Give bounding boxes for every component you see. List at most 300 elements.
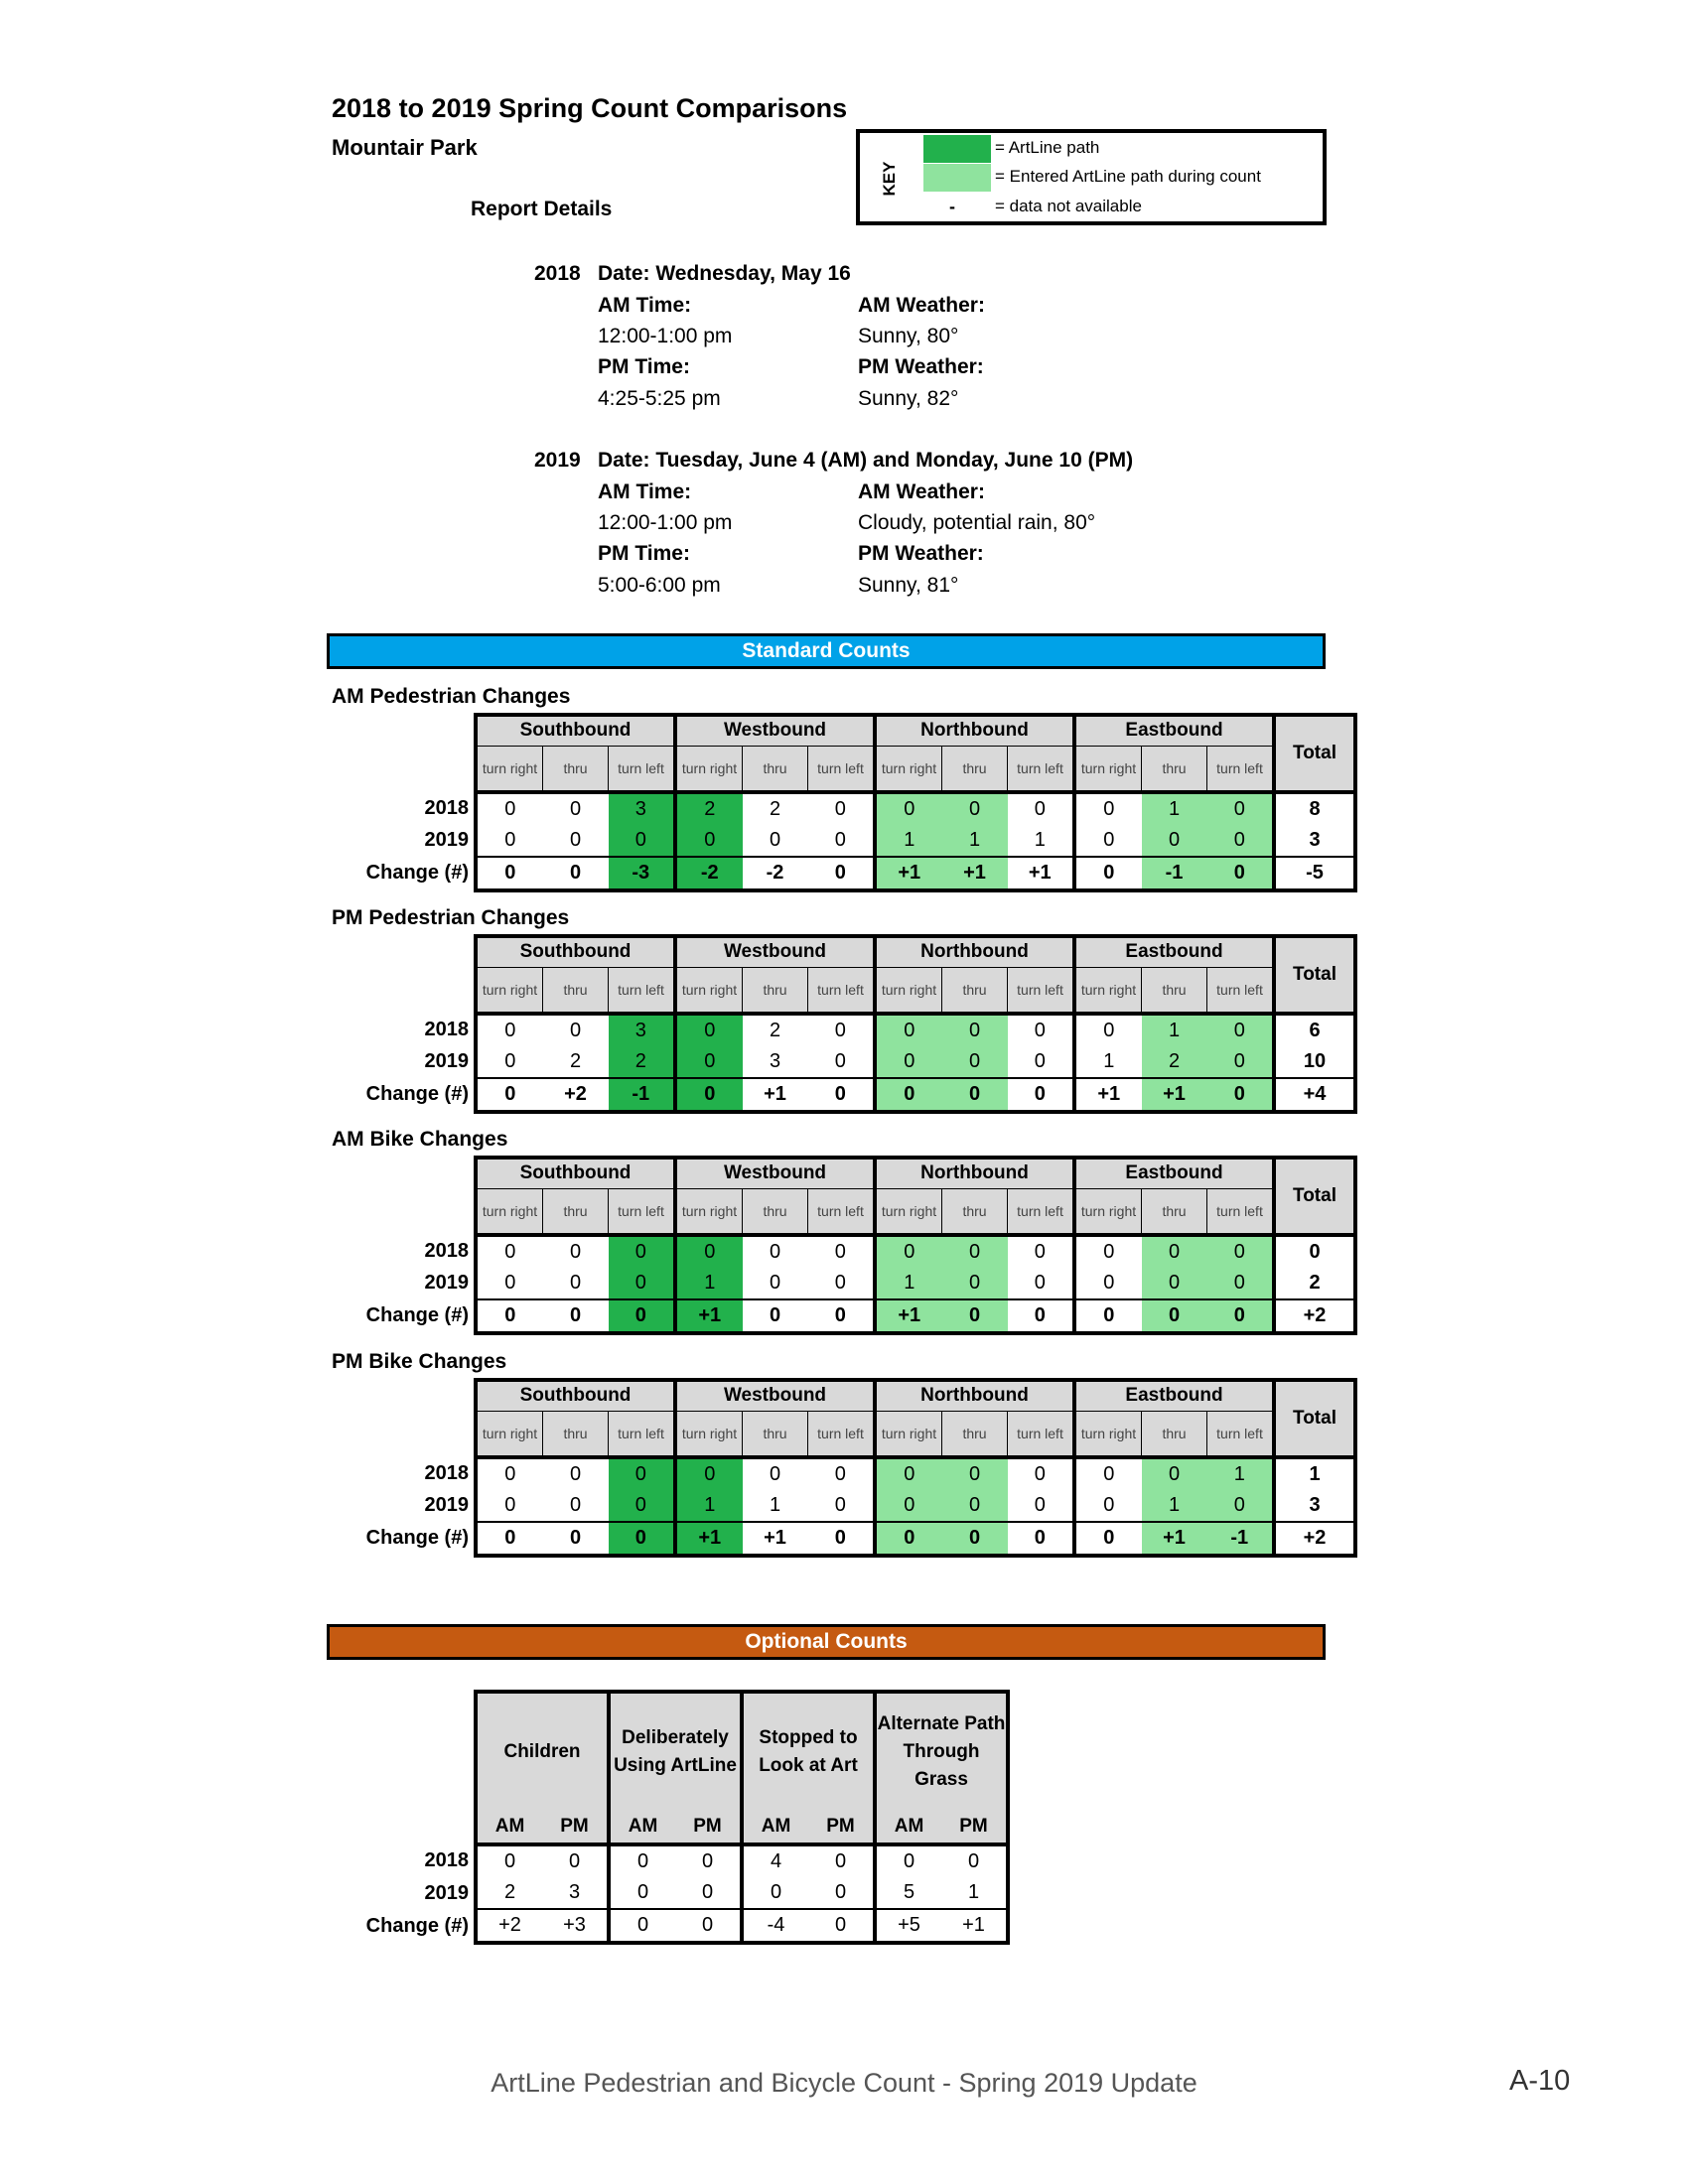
count-cell: 0 — [1074, 1235, 1142, 1268]
count-cell: 0 — [1207, 825, 1275, 857]
count-cell: 0 — [769, 1462, 781, 1485]
cell: 0 — [834, 1850, 847, 1872]
table-row — [346, 1457, 1355, 1490]
optional-header: Children — [476, 1692, 609, 1811]
pm-header: PM — [808, 1811, 875, 1844]
table-row — [346, 1909, 1008, 1943]
count-cell: +1 — [1142, 1522, 1207, 1556]
count-cell: 0 — [543, 1299, 609, 1333]
movement-header: thru — [743, 1411, 808, 1457]
count-cell: 0 — [1008, 1299, 1075, 1333]
count-cell: 0 — [834, 1271, 846, 1294]
count-cell: 0 — [875, 1457, 942, 1490]
count-cell: 0 — [1207, 1268, 1275, 1299]
total-header: Total — [1274, 936, 1355, 1014]
year-2018: 2018 — [534, 262, 581, 285]
row-label: Change (#) — [365, 1304, 469, 1326]
blank-cell — [346, 1811, 476, 1844]
pm-weather-2019: Sunny, 81° — [858, 574, 959, 597]
movement-header: turn right — [476, 746, 543, 792]
total-cell: 2 — [1274, 1268, 1355, 1299]
count-cell: 0 — [942, 1046, 1008, 1078]
count-cell: 0 — [1034, 1493, 1046, 1516]
cell: 0 — [742, 1877, 808, 1909]
count-cell: -1 — [609, 1078, 676, 1112]
row-label: Change (#) — [365, 1083, 469, 1105]
blank-cell — [346, 715, 476, 746]
count-cell: 0 — [1142, 1268, 1207, 1299]
count-cell: 0 — [1207, 1235, 1275, 1268]
table-row — [346, 1268, 1355, 1299]
direction-header: Eastbound — [1074, 1380, 1274, 1411]
count-cell: 0 — [543, 1522, 609, 1556]
count-cell: 0 — [569, 1271, 582, 1294]
count-cell: 0 — [1207, 1299, 1275, 1333]
count-cell: 1 — [675, 1268, 743, 1299]
count-cell: 2 — [569, 1049, 582, 1072]
direction-header: Southbound — [476, 715, 675, 746]
count-cell: 0 — [875, 1014, 942, 1046]
count-cell: +1 — [875, 1299, 942, 1333]
count-table-am-bike — [346, 1156, 1357, 1335]
count-cell: 1 — [1034, 828, 1046, 851]
count-cell: 0 — [609, 1235, 676, 1268]
count-cell: 3 — [769, 1049, 781, 1072]
movement-header: turn right — [675, 967, 743, 1014]
count-cell: 0 — [1074, 1522, 1142, 1556]
count-cell: 0 — [1074, 1299, 1142, 1333]
total-cell: -5 — [1274, 857, 1355, 890]
movement-header: thru — [1142, 1188, 1207, 1235]
count-cell: 0 — [808, 1299, 876, 1333]
year-2019: 2019 — [534, 449, 581, 472]
table-row — [346, 1078, 1355, 1112]
cell: -4 — [742, 1909, 808, 1943]
am-weather-label-2019: AM Weather: — [858, 480, 985, 503]
count-cell: +1 — [743, 1522, 808, 1556]
table-row — [346, 1014, 1355, 1046]
movement-header: turn left — [1008, 1188, 1075, 1235]
count-cell: 0 — [769, 1271, 781, 1294]
movement-header: turn right — [675, 746, 743, 792]
count-cell: 0 — [769, 828, 781, 851]
cell: 0 — [941, 1844, 1008, 1877]
direction-header: Northbound — [875, 1158, 1074, 1188]
movement-header: turn left — [609, 1188, 676, 1235]
movement-header: turn right — [875, 1188, 942, 1235]
count-cell: -1 — [1207, 1522, 1275, 1556]
count-cell: 0 — [1034, 1019, 1046, 1041]
blank-cell — [346, 967, 476, 1014]
count-cell: 0 — [808, 1078, 876, 1112]
count-cell: 0 — [609, 825, 676, 857]
count-cell: 0 — [834, 1019, 846, 1041]
movement-header: turn left — [808, 746, 876, 792]
section-title: AM Pedestrian Changes — [332, 685, 571, 708]
table-row — [346, 1844, 1008, 1877]
direction-header: Eastbound — [1074, 715, 1274, 746]
date-2018: Date: Wednesday, May 16 — [598, 262, 851, 285]
count-cell: 0 — [1074, 1014, 1142, 1046]
count-cell: 0 — [543, 857, 609, 890]
am-header: AM — [476, 1811, 542, 1844]
movement-header: turn right — [476, 1188, 543, 1235]
row-label: 2018 — [424, 1461, 469, 1484]
count-cell: 0 — [1008, 1522, 1075, 1556]
row-label: 2019 — [424, 1272, 469, 1294]
count-cell: 0 — [675, 1078, 743, 1112]
blank-cell — [346, 1411, 476, 1457]
cell: 0 — [609, 1844, 675, 1877]
blank-cell — [346, 1188, 476, 1235]
cell: 0 — [808, 1909, 875, 1943]
page-title: 2018 to 2019 Spring Count Comparisons — [332, 93, 848, 123]
table-row — [346, 1235, 1355, 1268]
blank-cell — [346, 1380, 476, 1411]
movement-header: turn left — [1008, 967, 1075, 1014]
direction-header: Westbound — [675, 715, 875, 746]
count-cell: 2 — [769, 1019, 781, 1041]
count-cell: 0 — [476, 792, 543, 825]
direction-header: Northbound — [875, 715, 1074, 746]
count-cell: +2 — [543, 1078, 609, 1112]
movement-header: turn left — [1008, 1411, 1075, 1457]
count-cell: 1 — [942, 825, 1008, 857]
count-cell: +1 — [1142, 1078, 1207, 1112]
report-details-heading: Report Details — [471, 198, 613, 220]
am-weather-2019: Cloudy, potential rain, 80° — [858, 511, 1096, 534]
movement-header: thru — [942, 746, 1008, 792]
optional-counts-banner: Optional Counts — [327, 1624, 1326, 1660]
count-cell: 1 — [1142, 792, 1207, 825]
table-row — [346, 1522, 1355, 1556]
count-cell: -2 — [675, 857, 743, 890]
cell: 0 — [476, 1844, 542, 1877]
movement-header: turn right — [476, 967, 543, 1014]
am-time-label-2018: AM Time: — [598, 294, 692, 317]
count-cell: 0 — [1142, 1235, 1207, 1268]
total-cell: 8 — [1274, 792, 1355, 825]
direction-header: Northbound — [875, 936, 1074, 967]
count-cell: 0 — [675, 1457, 743, 1490]
count-cell: +1 — [1008, 857, 1075, 890]
pm-time-2019: 5:00-6:00 pm — [598, 574, 721, 597]
count-cell: 0 — [1074, 792, 1142, 825]
count-cell: 0 — [569, 797, 582, 820]
legend-key — [856, 129, 1327, 225]
movement-header: turn left — [1207, 967, 1275, 1014]
movement-header: thru — [942, 1411, 1008, 1457]
cell: +3 — [542, 1909, 609, 1943]
count-cell: 0 — [476, 1490, 543, 1522]
total-cell: 1 — [1274, 1457, 1355, 1490]
count-cell: -3 — [609, 857, 676, 890]
entered-path-swatch — [923, 164, 991, 192]
count-cell: 0 — [675, 1046, 743, 1078]
movement-header: turn left — [1207, 1411, 1275, 1457]
count-cell: +1 — [675, 1299, 743, 1333]
count-cell: 2 — [675, 792, 743, 825]
row-label: 2018 — [424, 1018, 469, 1040]
count-cell: -2 — [743, 857, 808, 890]
count-cell: 0 — [1207, 857, 1275, 890]
count-cell: +1 — [675, 1522, 743, 1556]
count-cell: 0 — [942, 1268, 1008, 1299]
count-cell: 0 — [875, 1078, 942, 1112]
count-cell: -1 — [1142, 857, 1207, 890]
cell: 2 — [476, 1877, 542, 1909]
direction-header: Westbound — [675, 1380, 875, 1411]
table-row — [346, 1877, 1008, 1909]
count-cell: 0 — [942, 792, 1008, 825]
table-row — [346, 1299, 1355, 1333]
total-header: Total — [1274, 1380, 1355, 1457]
count-cell: 0 — [675, 825, 743, 857]
cell: 0 — [675, 1909, 742, 1943]
count-cell: 0 — [476, 1014, 543, 1046]
count-cell: 1 — [675, 1490, 743, 1522]
table-row — [346, 825, 1355, 857]
direction-header: Westbound — [675, 1158, 875, 1188]
count-cell: 0 — [476, 857, 543, 890]
count-cell: 0 — [834, 1493, 846, 1516]
cell: 3 — [568, 1881, 581, 1903]
pm-header: PM — [542, 1811, 609, 1844]
count-table-pm-pedestrian — [346, 934, 1357, 1114]
artline-path-swatch — [923, 135, 991, 163]
count-cell: 0 — [569, 1462, 582, 1485]
pm-weather-label-2018: PM Weather: — [858, 355, 984, 378]
row-label: 2019 — [424, 1881, 469, 1904]
count-cell: 0 — [476, 1078, 543, 1112]
direction-header: Southbound — [476, 936, 675, 967]
count-cell: 0 — [609, 1457, 676, 1490]
movement-header: turn left — [1207, 746, 1275, 792]
movement-header: thru — [543, 967, 609, 1014]
section-title: PM Bike Changes — [332, 1350, 507, 1373]
cell: 5 — [875, 1877, 941, 1909]
count-cell: 0 — [875, 1522, 942, 1556]
movement-header: thru — [743, 1188, 808, 1235]
movement-header: turn left — [609, 746, 676, 792]
count-cell: 0 — [1142, 1299, 1207, 1333]
total-cell: 3 — [1274, 825, 1355, 857]
count-cell: 0 — [1034, 1271, 1046, 1294]
total-header: Total — [1274, 715, 1355, 792]
count-cell: 1 — [875, 1268, 942, 1299]
count-cell: 0 — [476, 1457, 543, 1490]
pm-weather-2018: Sunny, 82° — [858, 387, 959, 410]
am-time-2019: 12:00-1:00 pm — [598, 511, 733, 534]
optional-counts-table — [346, 1690, 1010, 1945]
count-cell: 0 — [769, 1240, 781, 1263]
total-cell: +4 — [1274, 1078, 1355, 1112]
movement-header: thru — [743, 967, 808, 1014]
count-cell: 0 — [834, 1049, 846, 1072]
movement-header: turn right — [875, 746, 942, 792]
count-cell: 1 — [1074, 1046, 1142, 1078]
cell: +2 — [476, 1909, 542, 1943]
count-cell: 0 — [609, 1268, 676, 1299]
cell: 0 — [701, 1881, 714, 1903]
row-label: 2019 — [424, 1050, 469, 1072]
row-label: 2018 — [424, 1239, 469, 1262]
count-cell: 1 — [1142, 1014, 1207, 1046]
count-cell: 0 — [834, 1462, 846, 1485]
movement-header: thru — [543, 1411, 609, 1457]
total-cell: 0 — [1274, 1235, 1355, 1268]
optional-header: Deliberately Using ArtLine — [609, 1692, 742, 1811]
am-time-2018: 12:00-1:00 pm — [598, 325, 733, 347]
pm-time-label-2019: PM Time: — [598, 542, 690, 565]
count-cell: 0 — [476, 1046, 543, 1078]
count-cell: +1 — [942, 857, 1008, 890]
cell: 4 — [742, 1844, 808, 1877]
movement-header: thru — [1142, 1411, 1207, 1457]
count-cell: 0 — [569, 1493, 582, 1516]
count-cell: 0 — [808, 1522, 876, 1556]
total-cell: +2 — [1274, 1522, 1355, 1556]
count-cell: 0 — [1142, 825, 1207, 857]
table-row — [346, 1490, 1355, 1522]
count-cell: 0 — [609, 1299, 676, 1333]
cell: 0 — [875, 1844, 941, 1877]
count-cell: 2 — [1142, 1046, 1207, 1078]
movement-header: turn left — [1008, 746, 1075, 792]
count-cell: 0 — [1074, 1457, 1142, 1490]
key-label: KEY — [880, 161, 899, 197]
movement-header: turn right — [675, 1188, 743, 1235]
count-cell: 0 — [1034, 1049, 1046, 1072]
key-item-na: = data not available — [995, 197, 1142, 215]
count-cell: 0 — [1207, 1046, 1275, 1078]
count-cell: 0 — [609, 1490, 676, 1522]
am-header: AM — [742, 1811, 808, 1844]
row-label: 2018 — [424, 1849, 469, 1871]
count-cell: 2 — [609, 1046, 676, 1078]
count-cell: 0 — [1034, 797, 1046, 820]
table-row — [346, 792, 1355, 825]
count-cell: 1 — [1207, 1457, 1275, 1490]
count-cell: 0 — [1074, 1268, 1142, 1299]
count-cell: 0 — [942, 1522, 1008, 1556]
movement-header: turn left — [808, 1188, 876, 1235]
movement-header: turn right — [1074, 1411, 1142, 1457]
count-cell: 1 — [769, 1493, 781, 1516]
count-cell: 0 — [743, 1299, 808, 1333]
count-cell: 0 — [942, 1299, 1008, 1333]
pm-header: PM — [675, 1811, 742, 1844]
row-label: 2018 — [424, 796, 469, 819]
count-cell: 2 — [769, 797, 781, 820]
count-table-pm-bike — [346, 1378, 1357, 1558]
count-cell: 1 — [1142, 1490, 1207, 1522]
blank-cell — [346, 1158, 476, 1188]
movement-header: thru — [942, 1188, 1008, 1235]
count-cell: 0 — [875, 1046, 942, 1078]
count-cell: 0 — [942, 1490, 1008, 1522]
count-cell: 0 — [834, 1240, 846, 1263]
pm-time-2018: 4:25-5:25 pm — [598, 387, 721, 410]
movement-header: turn left — [609, 1411, 676, 1457]
movement-header: turn right — [476, 1411, 543, 1457]
count-cell: 0 — [1207, 792, 1275, 825]
am-header: AM — [609, 1811, 675, 1844]
cell: 0 — [609, 1877, 675, 1909]
movement-header: turn right — [875, 967, 942, 1014]
count-cell: 0 — [1074, 857, 1142, 890]
page-number: A-10 — [1509, 2065, 1571, 2097]
count-cell: 0 — [569, 1019, 582, 1041]
pm-weather-label-2019: PM Weather: — [858, 542, 984, 565]
optional-header: Stopped to Look at Art — [742, 1692, 875, 1811]
cell: +1 — [941, 1909, 1008, 1943]
movement-header: turn right — [875, 1411, 942, 1457]
am-time-label-2019: AM Time: — [598, 480, 692, 503]
count-cell: 0 — [942, 1457, 1008, 1490]
count-cell: 3 — [609, 792, 676, 825]
count-cell: +1 — [743, 1078, 808, 1112]
direction-header: Eastbound — [1074, 1158, 1274, 1188]
direction-header: Southbound — [476, 1158, 675, 1188]
am-header: AM — [875, 1811, 941, 1844]
count-cell: 0 — [476, 1268, 543, 1299]
count-cell: 0 — [1074, 825, 1142, 857]
table-row — [346, 1046, 1355, 1078]
movement-header: turn right — [1074, 746, 1142, 792]
pm-header: PM — [941, 1811, 1008, 1844]
cell: 0 — [568, 1850, 581, 1872]
count-cell: 0 — [476, 825, 543, 857]
blank-cell — [346, 746, 476, 792]
row-label: Change (#) — [365, 1914, 469, 1937]
total-cell: 10 — [1274, 1046, 1355, 1078]
not-available-dash: - — [949, 197, 955, 216]
movement-header: turn left — [808, 1411, 876, 1457]
count-table-am-pedestrian — [346, 713, 1357, 892]
count-cell: 0 — [476, 1235, 543, 1268]
section-title: AM Bike Changes — [332, 1128, 508, 1151]
count-cell: 0 — [834, 797, 846, 820]
total-header: Total — [1274, 1158, 1355, 1235]
movement-header: thru — [942, 967, 1008, 1014]
blank-cell — [346, 936, 476, 967]
movement-header: thru — [543, 1188, 609, 1235]
count-cell: +1 — [1074, 1078, 1142, 1112]
cell: +5 — [875, 1909, 941, 1943]
count-cell: 3 — [609, 1014, 676, 1046]
count-cell: 0 — [476, 1522, 543, 1556]
count-cell: +1 — [875, 857, 942, 890]
count-cell: 0 — [675, 1235, 743, 1268]
count-cell: 0 — [1207, 1490, 1275, 1522]
footer-text: ArtLine Pedestrian and Bicycle Count - Spring 2019 Update — [491, 2068, 1197, 2098]
count-cell: 0 — [1008, 1078, 1075, 1112]
count-cell: 0 — [1034, 1240, 1046, 1263]
count-cell: 0 — [1207, 1078, 1275, 1112]
key-item-entered: = Entered ArtLine path during count — [995, 167, 1261, 186]
movement-header: thru — [543, 746, 609, 792]
count-cell: 0 — [808, 857, 876, 890]
section-title: PM Pedestrian Changes — [332, 906, 570, 929]
direction-header: Northbound — [875, 1380, 1074, 1411]
movement-header: thru — [1142, 967, 1207, 1014]
count-cell: 0 — [942, 1078, 1008, 1112]
count-cell: 0 — [942, 1014, 1008, 1046]
total-cell: +2 — [1274, 1299, 1355, 1333]
key-item-artline: = ArtLine path — [995, 138, 1100, 157]
direction-header: Eastbound — [1074, 936, 1274, 967]
